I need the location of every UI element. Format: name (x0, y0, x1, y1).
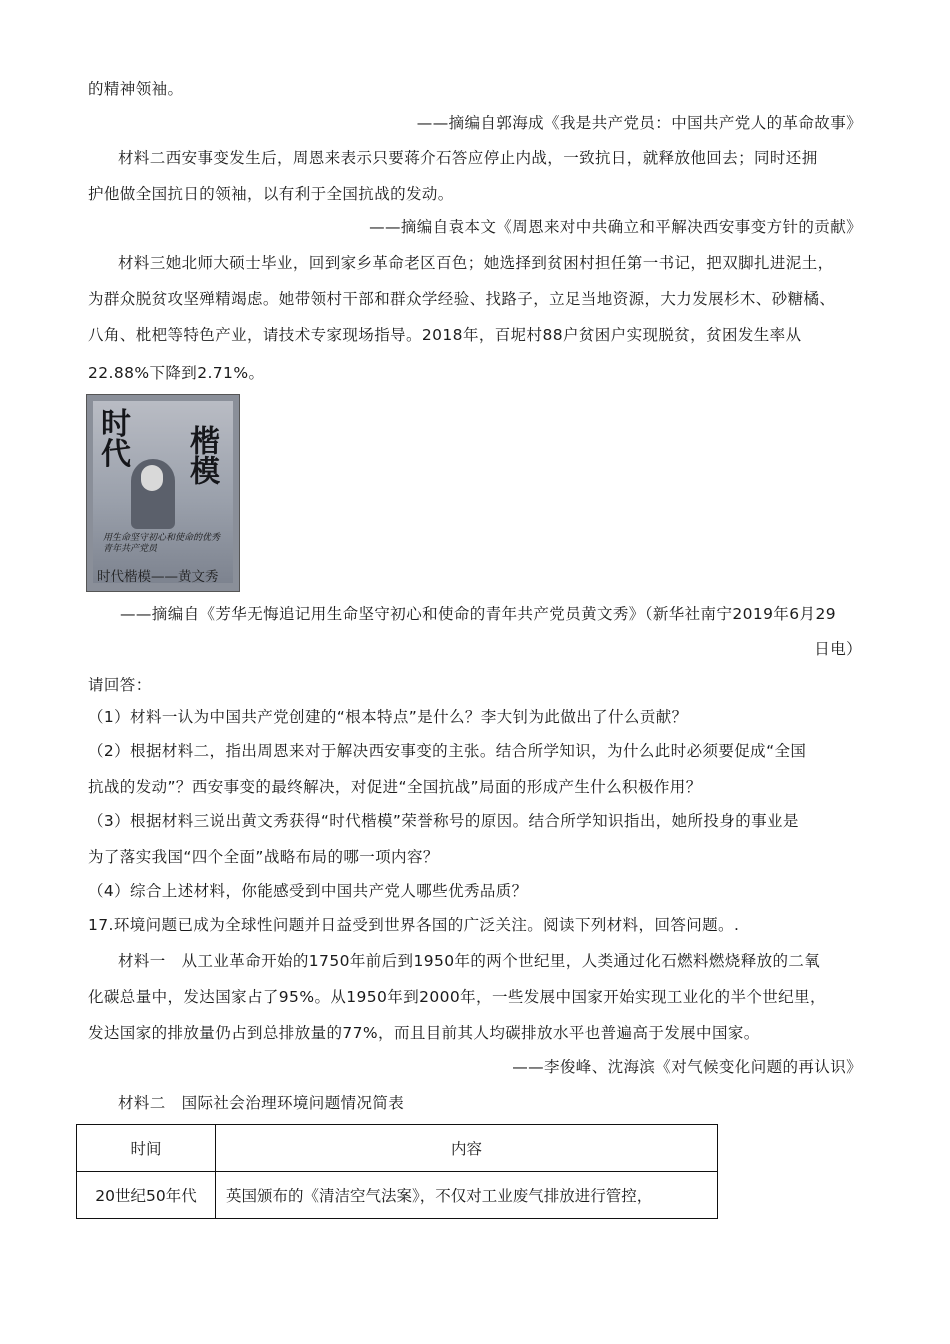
table-cell-content: 英国颁布的《清洁空气法案》，不仅对工业废气排放进行管控， (216, 1172, 718, 1219)
table-row (77, 1172, 718, 1219)
citation: ——摘编自袁本文《周恩来对中共确立和平解决西安事变方针的贡献》 (369, 218, 862, 236)
table-header-time: 时间 (77, 1125, 216, 1172)
poster-slogan: 用生命坚守初心和使命的优秀青年共产党员 (103, 533, 221, 554)
citation-date: 日电） (814, 640, 862, 658)
table-header-content: 内容 (216, 1125, 718, 1172)
text-line: 为群众脱贫攻坚殚精竭虑。她带领村干部和群众学经验、找路子，立足当地资源，大力发展杉木、砂糖橘、 (88, 290, 836, 308)
poster-title-top: 时 (101, 407, 131, 442)
text-line: 22.88%下降到2.71%。 (88, 364, 265, 382)
poster-title-right: 楷模 (184, 425, 219, 485)
text-line: 护他做全国抗日的领袖，以有利于全国抗战的发动。 (88, 185, 454, 203)
table-caption: 材料二 国际社会治理环境问题情况简表 (118, 1094, 405, 1112)
text-line: 发达国家的排放量仍占到总排放量的77%，而且目前其人均碳排放水平也普遍高于发展中国家。 (88, 1024, 760, 1042)
environment-table (76, 1124, 718, 1219)
citation: ——摘编自郭海成《我是共产党员：中国共产党人的革命故事》 (416, 114, 862, 132)
question-4: （4）综合上述材料，你能感受到中国共产党人哪些优秀品质？ (88, 882, 528, 900)
question-2: （2）根据材料二，指出周恩来对于解决西安事变的主张。结合所学知识，为什么此时必须要促成“全国 (88, 742, 807, 760)
question-17-stem: 17.环境问题已成为全球性问题并日益受到世界各国的广泛关注。阅读下列材料，回答问题。. (88, 916, 740, 934)
material-one-line: 材料一 从工业革命开始的1750年前后到1950年的两个世纪里，人类通过化石燃料燃烧释放的二氧 (118, 952, 821, 970)
citation: ——摘编自《芳华无悔追记用生命坚守初心和使命的青年共产党员黄文秀》（新华社南宁2019年6月29 (120, 605, 836, 623)
question-3-cont: 为了落实我国“四个全面”战略布局的哪一项内容？ (88, 848, 439, 866)
portrait-face (141, 465, 163, 491)
citation: ——李俊峰、沈海滨《对气候变化问题的再认识》 (512, 1058, 862, 1076)
table-cell-time: 20世纪50年代 (77, 1172, 216, 1219)
prompt-heading: 请回答： (88, 676, 152, 694)
material-three-line: 材料三她北师大硕士毕业，回到家乡革命老区百色；她选择到贫困村担任第一书记，把双脚扎进泥土， (118, 254, 834, 272)
material-two-line: 材料二西安事变发生后，周恩来表示只要蒋介石答应停止内战，一致抗日，就释放他回去；同时还拥 (118, 149, 818, 167)
text-line: 化碳总量中，发达国家占了95%。从1950年到2000年，一些发展中国家开始实现工业化的半个世纪里， (88, 988, 826, 1006)
question-2-cont: 抗战的发动”？西安事变的最终解决，对促进“全国抗战”局面的形成产生什么积极作用？ (88, 778, 702, 796)
text-line: 八角、枇杷等特色产业，请技术专家现场指导。2018年，百坭村88户贫困户实现脱贫，贫困发生率从 (88, 326, 802, 344)
poster-title-mid: 代 (101, 437, 131, 472)
text-line: 的精神领袖。 (88, 80, 184, 98)
question-1: （1）材料一认为中国共产党创建的“根本特点”是什么？李大钊为此做出了什么贡献？ (88, 708, 688, 726)
table-header-row (77, 1125, 718, 1172)
poster-caption: 时代楷模——黄文秀 (97, 569, 219, 585)
model-poster-image (86, 394, 240, 592)
question-3: （3）根据材料三说出黄文秀获得“时代楷模”荣誉称号的原因。结合所学知识指出，她所投身的事业是 (88, 812, 799, 830)
